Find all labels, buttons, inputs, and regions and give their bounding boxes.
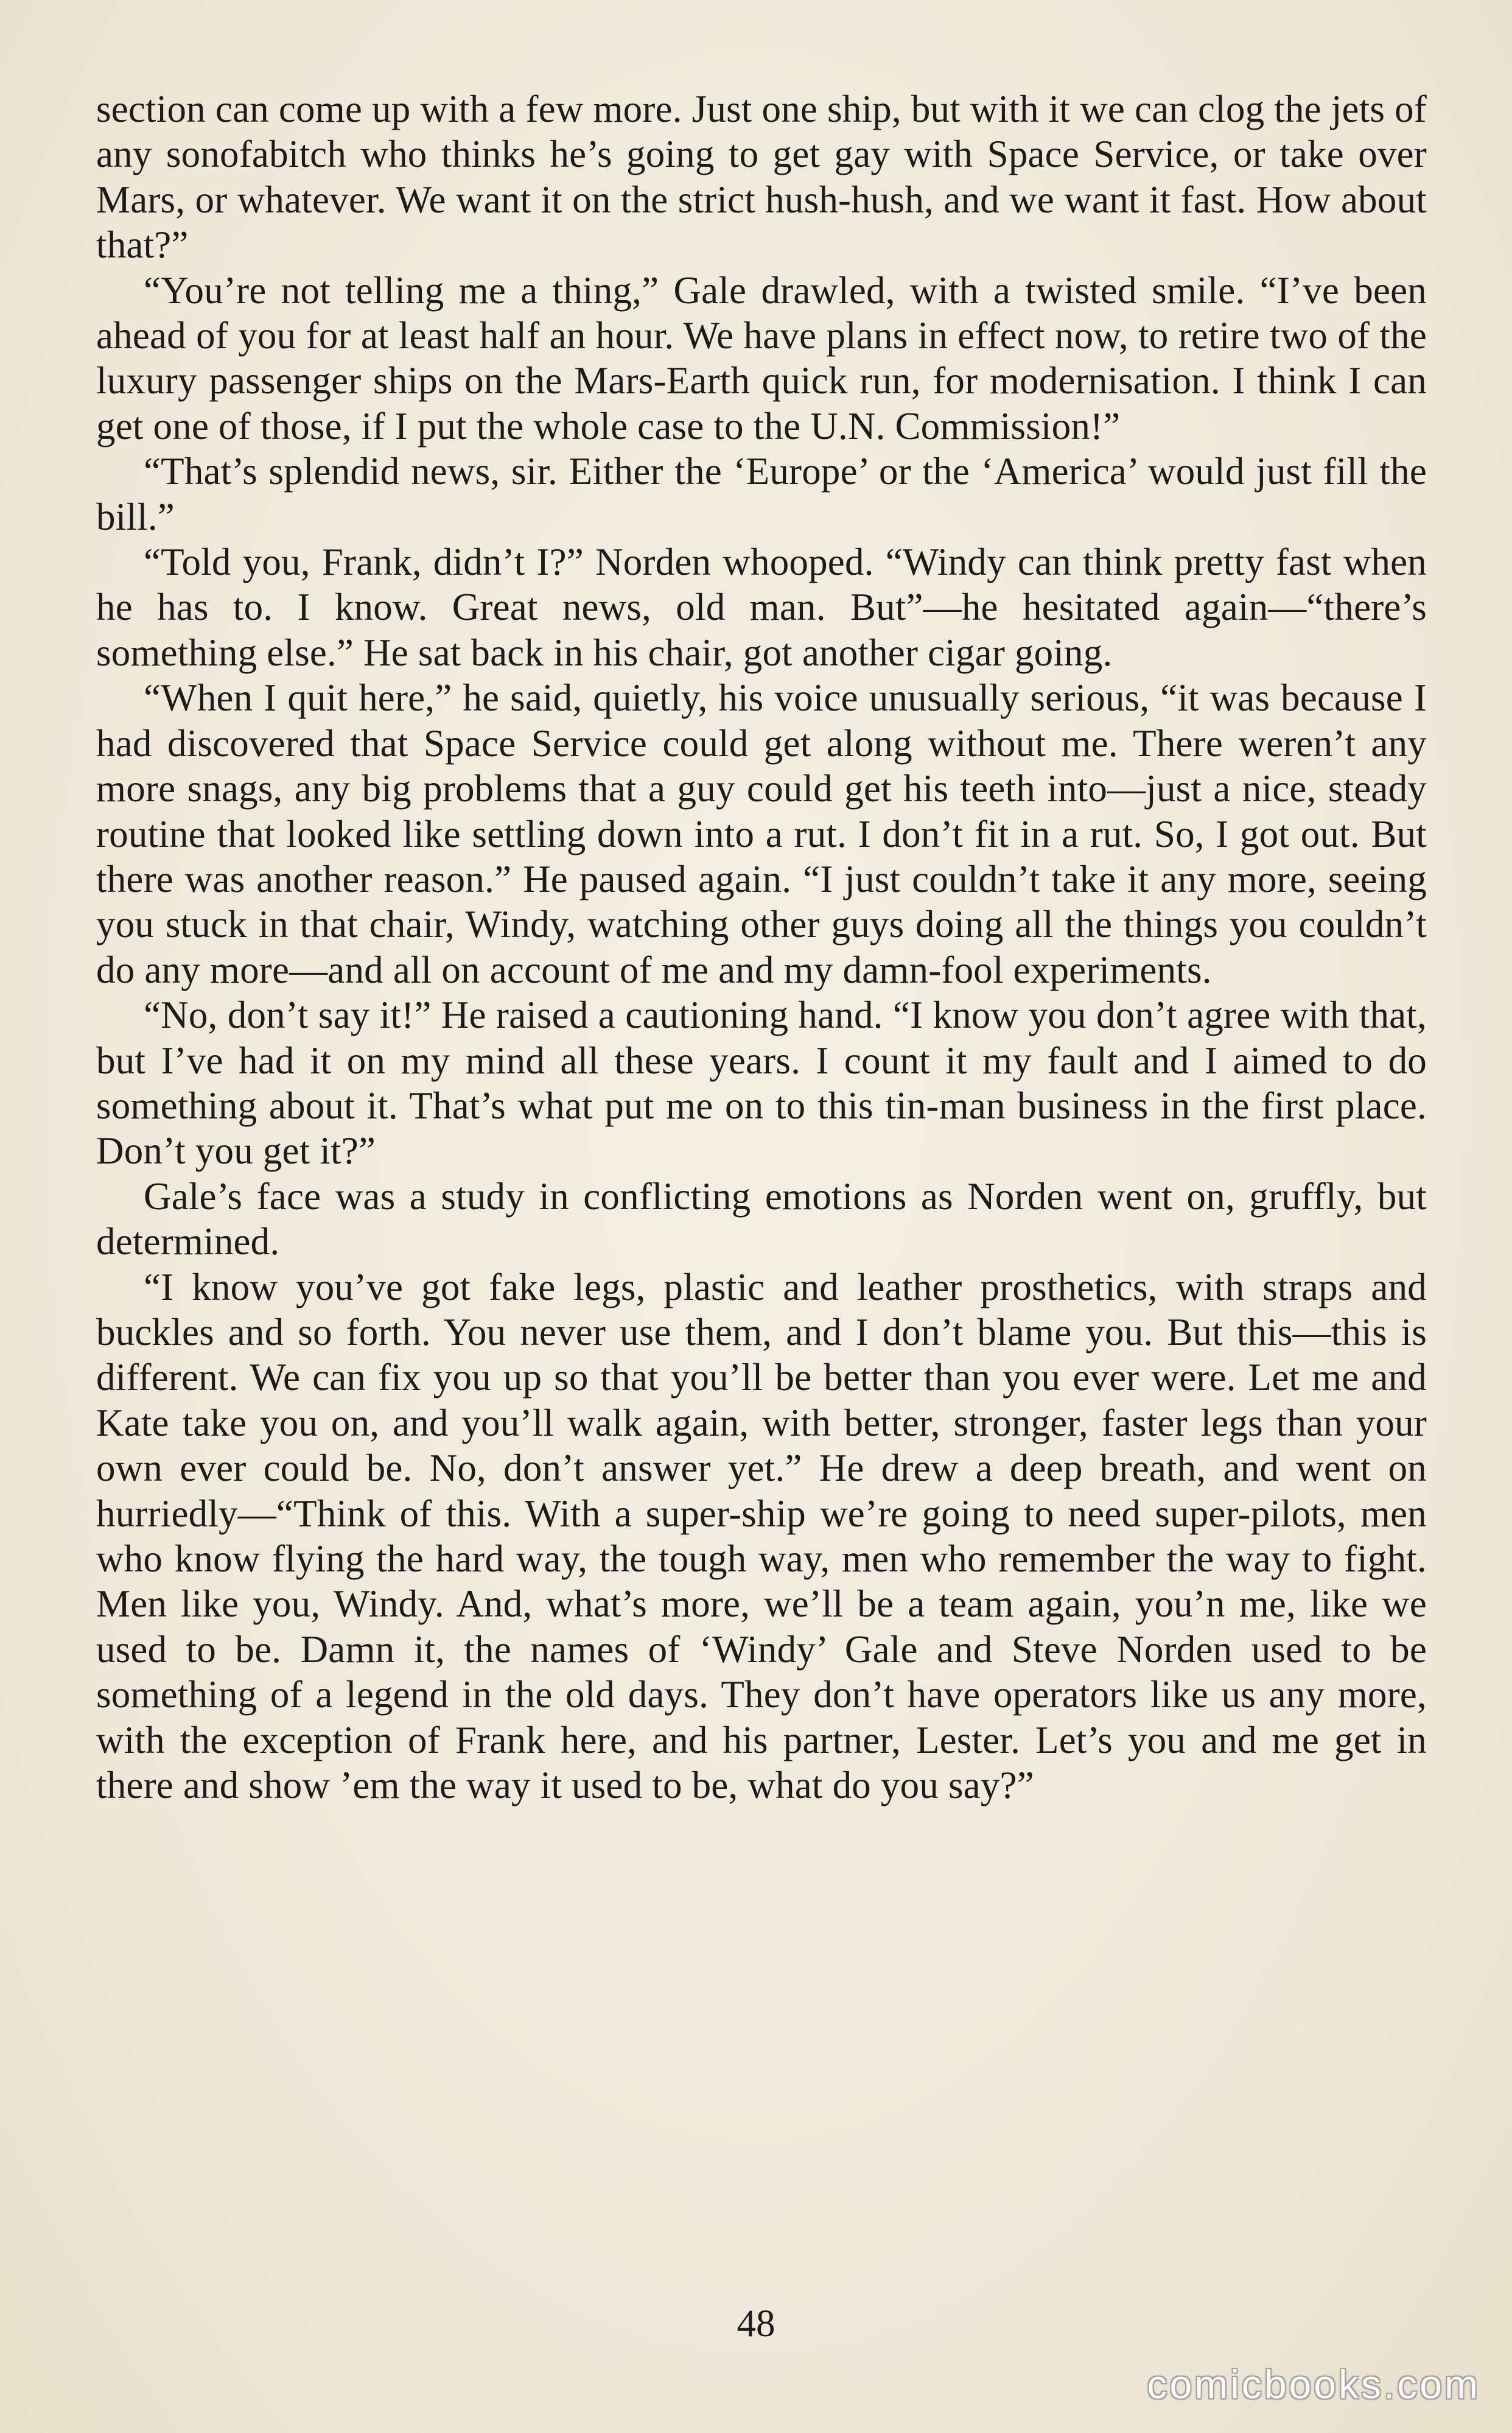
paragraph: “That’s splendid news, sir. Either the ‘Europe’ or the ‘America’ would just fill the bill.” [96,450,1427,538]
paragraph: “When I quit here,” he said, quietly, his voice unusually serious, “it was because I had discovered that Space Service could get along without me. There weren’t any more snags, any big problems that a guy could get his teeth into—just a nice, steady routine that looked like settling down into a rut. I don’t fit in a rut. So, I got out. But there was another reason.” He paused again. “I just couldn’t take it any more, seeing you stuck in that chair, Windy, watching other guys doing all the things you couldn’t do any more—and all on account of me and my damn-fool experiments. [96,676,1427,991]
paragraph: section can come up with a few more. Just one ship, but with it we can clog the jets of any sonofabitch who thinks he’s going to get gay with Space Service, or take over Mars, or whatever. We want it on the strict hush-hush, and we want it fast. How about that?” [96,88,1427,267]
paragraph: “I know you’ve got fake legs, plastic and leather prosthetics, with straps and buckles and so forth. You never use them, and I don’t blame you. But this—this is different. We can fix you up so that you’ll be better than you ever were. Let me and Kate take you on, and you’ll walk again, with better, stronger, faster legs than your own ever could be. No, don’t answer yet.” He drew a deep breath, and went on hurriedly—“Think of this. With a super-ship we’re going to need super-pilots, men who know flying the hard way, the tough way, men who remember the way to fight. Men like you, Windy. And, what’s more, we’ll be a team again, you’n me, like we used to be. Damn it, the names of ‘Windy’ Gale and Steve Norden used to be something of a legend in the old days. They don’t have operators like us any more, with the exception of Frank here, and his partner, Lester. Let’s you and me get in there and show ’em the way it used to be, what do you say?” [96,1265,1427,1807]
paragraph: “No, don’t say it!” He raised a cautioning hand. “I know you don’t agree with that, but I’ve had it on my mind all these years. I count it my fault and I aimed to do something about it. That’s what put me on to this tin-man business in the first place. Don’t you get it?” [96,994,1427,1173]
body-text [96,86,1427,1808]
paragraph: “Told you, Frank, didn’t I?” Norden whooped. “Windy can think pretty fast when he has to. I know. Great news, old man. But”—he hesitated again—“there’s something else.” He sat back in his chair, got another cigar going. [96,541,1427,674]
paragraph: Gale’s face was a study in conflicting emotions as Norden went on, gruffly, but determined. [96,1174,1427,1263]
watermark: comicbooks.com [1147,2362,1480,2407]
page-number: 48 [737,2302,775,2345]
paragraph: “You’re not telling me a thing,” Gale drawled, with a twisted smile. “I’ve been ahead of you for at least half an hour. We have plans in effect now, to retire two of the luxury passenger ships on the Mars-Earth quick run, for modernisation. I think I can get one of those, if I put the whole case to the U.N. Commission!” [96,269,1427,448]
